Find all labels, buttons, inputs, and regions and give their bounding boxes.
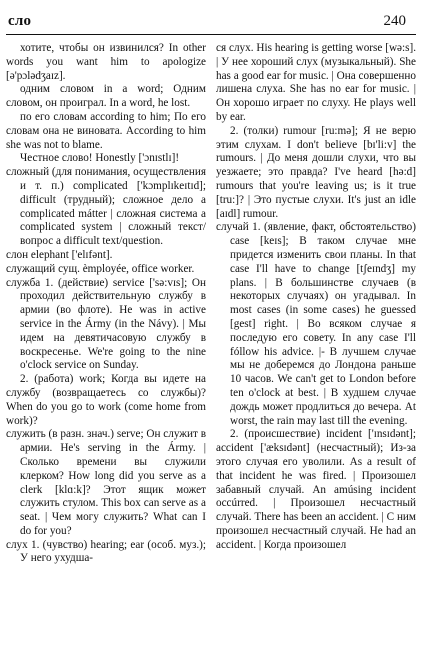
dictionary-entry: одним словом in a word; Одним словом, он проиграл. In a word, he lost. xyxy=(6,83,206,110)
dictionary-entry: по его словам according to him; По его словам она не виновата. According to him she was not to blame. xyxy=(6,110,206,151)
running-headword: сло xyxy=(8,13,32,29)
dictionary-entry: Честное слово! Honestly ['ɔnɪstlɪ]! xyxy=(20,152,180,165)
dictionary-entry: слон elephant ['elɪfənt]. xyxy=(6,248,113,261)
page-header xyxy=(6,6,416,35)
dictionary-entry: случай 1. (явление, факт, обстоятельство) case [keɪs]; В таком случае мне придется изменить свои планы. In that case I'll have to change [tʃeɪndʒ] my plans. | В большинстве случаев (в некоторых случаях) он угадывал. In most cases (in some cases) he guessed [gest] right. | Во всяком случае я последую его совету. In any case I'll fóllow his advice. |- В лучшем случае мы не доберемся до Лондона раньше 10 часов. We can't get to London before ten o'clock at best. | В худшем случае дождь может продлиться до вечера. At worst, the rain may last till the evening. xyxy=(216,221,416,427)
dictionary-entry: служить (в разн. знач.) serve; Он служит в армии. He's serving in the Ármy. | Сколько времени вы служили клерком? How long did you serve as a clerk [klɑ:k]? Этот ящик может служить стулом. This box can serve as a seat. | Чем могу служить? What can I do for you? xyxy=(6,428,206,537)
dictionary-entry: хотите, чтобы он извинился? In other words you want him to apologize [ə'pɔlədʒaɪz]. xyxy=(6,42,206,82)
dictionary-entry: ся слух. His hearing is getting worse [wə:s]. | У нее хороший слух (музыкальный). She has a good ear for music. | Она совершенно лишена слуха. She has no ear for music. | Он хорошо играет по слуху. He plays well by ear. xyxy=(216,42,416,123)
dictionary-entry: 2. (толки) rumour [ru:mə]; Я не верю этим слухам. I don't believe [bɪ'li:v] the rumours. | До меня дошли слухи, что вы уезжаете; это правда? I've heard [hə:d] rumours that you're leaving us; is it true [tru:]? | Это пустые слухи. It's just an idle [aɪdl] rumour. xyxy=(216,124,416,220)
page-number: 240 xyxy=(383,13,406,29)
dictionary-entry: служащий сущ. èmployée, office worker. xyxy=(6,262,195,275)
dictionary-entry: служба 1. (действие) service ['sə:vɪs]; Он проходил действительную службу в армии (во флоте). He was in active service in the Ármy (in the Návy). | Мы идем на девятичасовую службу в воскресенье. We're going to the nine o'clock service on Sunday. xyxy=(6,276,206,372)
dictionary-entry: 2. (работа) work; Когда вы идете на службу (возвращаетесь со службы)? When do you go to work (come home from work)? xyxy=(6,373,206,427)
dictionary-entry: сложный (для понимания, осуществления и т. п.) complicated ['kɔmplɪkeɪtɪd]; difficult (трудный); сложное дело a complicated mátter | сложная система a complicated system | сложный текст/вопрос a difficult text/question. xyxy=(6,166,206,248)
left-column xyxy=(6,42,206,566)
right-column xyxy=(216,42,416,552)
dictionary-entry: слух 1. (чувство) hearing; ear (особ. муз.); У него ухудша- xyxy=(6,538,206,565)
dictionary-entry: 2. (происшествие) incident ['ɪnsɪdənt]; accident ['æksɪdənt] (несчастный); Из-за этого случая его уволили. As a result of that incident he was fired. | Произошел забавный случай. An amúsing incident occúrred. | Произошел несчастный случай. There has been an accident. | С ним произошел несчастный случай. He had an accident. | Когда произошел xyxy=(216,428,416,551)
